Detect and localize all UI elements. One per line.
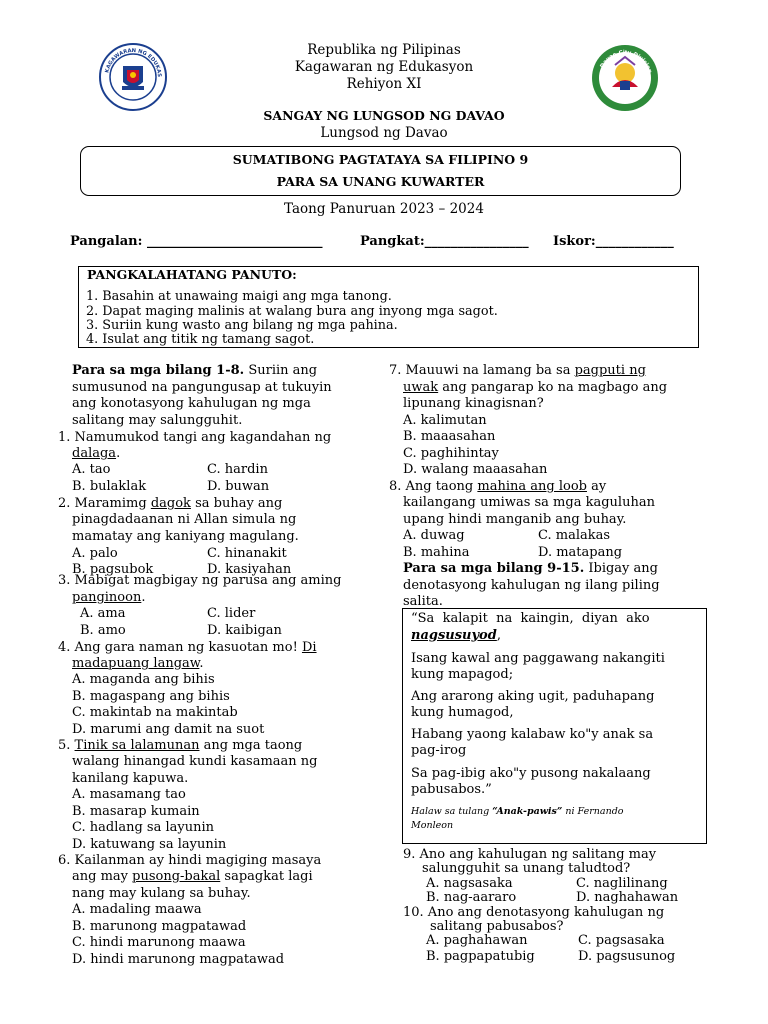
poem-credit-author: Monleon: [411, 820, 454, 831]
school-year: Taong Panuruan 2023 – 2024: [284, 201, 484, 217]
poem-line: pag-irog: [411, 743, 467, 758]
q5-option-a[interactable]: A. masamang tao: [72, 787, 186, 802]
q3-option-b[interactable]: B. amo: [80, 623, 126, 638]
directions-line: ang konotasyong kahulugan ng mga: [72, 396, 311, 411]
q7-option-c[interactable]: C. paghihintay: [403, 446, 499, 461]
header-city: Lungsod ng Davao: [320, 125, 448, 141]
poem-excerpt-box: [402, 608, 707, 844]
poem-line: Sa pag-ibig ako"y pusong nakalaang: [411, 766, 651, 781]
question-8-cont: kailangang umiwas sa mga kaguluhan: [403, 495, 655, 510]
q9-option-d[interactable]: D. naghahawan: [576, 890, 679, 905]
question-6-cont: ang may pusong-bakal sapagkat lagi: [72, 869, 313, 884]
deped-seal-logo: [98, 42, 168, 112]
q10-option-d[interactable]: D. pagsusunog: [578, 949, 676, 964]
question-9: 9. Ano ang kahulugan ng salitang may: [403, 847, 657, 862]
question-8-cont: upang hindi manganib ang buhay.: [403, 512, 627, 527]
q7-option-a[interactable]: A. kalimutan: [403, 413, 487, 428]
question-2-cont: pinagdadaanan ni Allan simula ng: [72, 512, 297, 527]
q3-option-a[interactable]: A. ama: [80, 606, 126, 621]
exam-subtitle: PARA SA UNANG KUWARTER: [276, 174, 485, 189]
name-field[interactable]: Pangalan: ___________________________: [70, 234, 323, 249]
question-5-cont: kanilang kapuwa.: [72, 771, 189, 786]
q10-option-c[interactable]: C. pagsasaka: [578, 933, 665, 948]
section-field[interactable]: Pangkat:________________: [360, 234, 529, 249]
q10-option-a[interactable]: A. paghahawan: [426, 933, 528, 948]
instructions-heading: PANGKALAHATANG PANUTO:: [87, 267, 297, 282]
q1-option-d[interactable]: D. buwan: [207, 479, 270, 494]
q4-option-c[interactable]: C. makintab na makintab: [72, 705, 238, 720]
question-5-cont: walang hinangad kundi kasamaan ng: [72, 754, 318, 769]
q6-option-c[interactable]: C. hindi marunong maawa: [72, 935, 246, 950]
question-10-cont: salitang pabusabos?: [430, 919, 564, 934]
q8-option-b[interactable]: B. mahina: [403, 545, 470, 560]
q2-option-b[interactable]: B. pagsubok: [72, 562, 154, 577]
q6-option-d[interactable]: D. hindi marunong magpatawad: [72, 952, 285, 967]
division-seal-text: Davao City Division: [599, 49, 653, 74]
question-8: 8. Ang taong mahina ang loob ay: [389, 479, 607, 494]
q4-option-b[interactable]: B. magaspang ang bihis: [72, 689, 230, 704]
question-4-cont: madapuang langaw.: [72, 656, 204, 671]
question-6-cont: nang may kulang sa buhay.: [72, 886, 251, 901]
poem-line: Habang yaong kalabaw ko"y anak sa: [411, 727, 654, 742]
q7-option-b[interactable]: B. maaasahan: [403, 429, 496, 444]
exam-title: SUMATIBONG PAGTATAYA SA FILIPINO 9: [232, 152, 529, 167]
header-region: Rehiyon XI: [346, 76, 422, 92]
directions-9-15: Para sa mga bilang 9-15. Ibigay ang: [403, 561, 658, 576]
q9-option-c[interactable]: C. naglilinang: [576, 876, 668, 891]
directions-line: sumusunod na pangungusap at tukuyin: [72, 380, 332, 395]
question-5: 5. Tinik sa lalamunan ang mga taong: [58, 738, 303, 753]
poem-line: pabusabos.”: [411, 782, 492, 797]
q9-option-b[interactable]: B. nag-aararo: [426, 890, 517, 905]
question-4: 4. Ang gara naman ng kasuotan mo! Di: [58, 640, 317, 655]
instruction-item: 2. Dapat maging malinis at walang bura ang inyong mga sagot.: [86, 303, 498, 319]
q1-option-c[interactable]: C. hardin: [207, 462, 268, 477]
instruction-item: 3. Suriin kung wasto ang bilang ng mga pahina.: [86, 318, 398, 333]
q4-option-d[interactable]: D. marumi ang damit na suot: [72, 722, 265, 737]
q7-option-d[interactable]: D. walang maaasahan: [403, 462, 548, 477]
directions-line: salita.: [403, 594, 443, 609]
q1-option-b[interactable]: B. bulaklak: [72, 479, 147, 494]
q3-option-c[interactable]: C. lider: [207, 606, 256, 621]
q5-option-b[interactable]: B. masarap kumain: [72, 804, 200, 819]
question-7-cont: uwak ang pangarap ko na magbago ang: [403, 380, 668, 395]
poem-line: “Sa kalapit na kaingin, diyan ako: [411, 611, 650, 626]
question-9-cont: salungguhit sa unang taludtod?: [422, 861, 631, 876]
q10-option-b[interactable]: B. pagpapatubig: [426, 949, 535, 964]
score-field[interactable]: Iskor:____________: [553, 234, 674, 249]
poem-line: kung mapagod;: [411, 667, 514, 682]
instructions-box: [78, 266, 699, 348]
q4-option-a[interactable]: A. maganda ang bihis: [72, 672, 215, 687]
q2-option-a[interactable]: A. palo: [72, 546, 118, 561]
directions-1-8: Para sa mga bilang 1-8. Suriin ang: [72, 363, 318, 378]
question-1: 1. Namumukod tangi ang kagandahan ng: [58, 430, 332, 445]
division-seal-logo: [590, 43, 660, 113]
header-department: Kagawaran ng Edukasyon: [294, 59, 474, 75]
q5-option-d[interactable]: D. katuwang sa layunin: [72, 837, 227, 852]
question-2-cont: mamatay ang kaniyang magulang.: [72, 529, 299, 544]
deped-seal-text: KAGAWARAN NG EDUKAS: [104, 47, 163, 78]
q1-option-a[interactable]: A. tao: [72, 462, 111, 477]
q6-option-a[interactable]: A. madaling maawa: [72, 902, 202, 917]
directions-line: denotasyong kahulugan ng ilang piling: [403, 578, 660, 593]
poem-line: Ang ararong aking ugit, paduhapang: [411, 689, 655, 704]
poem-line: kung humagod,: [411, 705, 514, 720]
q9-option-a[interactable]: A. nagsasaka: [426, 876, 513, 891]
question-2: 2. Maramimg dagok sa buhay ang: [58, 496, 283, 511]
q8-option-a[interactable]: A. duwag: [403, 528, 465, 543]
exam-title-box: [80, 146, 681, 196]
question-7: 7. Mauuwi na lamang ba sa pagputi ng: [389, 363, 646, 378]
header-republic: Republika ng Pilipinas: [307, 42, 461, 58]
header-division: SANGAY NG LUNGSOD NG DAVAO: [263, 108, 505, 123]
instruction-item: 4. Isulat ang titik ng tamang sagot.: [86, 332, 315, 347]
instruction-item: 1. Basahin at unawaing maigi ang mga tanong.: [86, 289, 392, 304]
q8-option-c[interactable]: C. malakas: [538, 528, 611, 543]
q2-option-d[interactable]: D. kasiyahan: [207, 562, 292, 577]
q3-option-d[interactable]: D. kaibigan: [207, 623, 282, 638]
question-7-cont: lipunang kinagisnan?: [403, 396, 544, 411]
q5-option-c[interactable]: C. hadlang sa layunin: [72, 820, 215, 835]
question-10: 10. Ano ang denotasyong kahulugan ng: [403, 905, 665, 920]
question-3-cont: panginoon.: [72, 590, 146, 605]
poem-credit: Halaw sa tulang “Anak-pawis” ni Fernando: [411, 806, 624, 817]
question-6: 6. Kailanman ay hindi magiging masaya: [58, 853, 322, 868]
q8-option-d[interactable]: D. matapang: [538, 545, 623, 560]
directions-line: salitang may salungguhit.: [72, 413, 243, 428]
q2-option-c[interactable]: C. hinanakit: [207, 546, 287, 561]
poem-line: Isang kawal ang paggawang nakangiti: [411, 651, 665, 666]
poem-line: nagsusuyod,: [411, 628, 501, 643]
question-3: 3. Mabigat magbigay ng parusa ang aming: [58, 573, 342, 588]
q6-option-b[interactable]: B. marunong magpatawad: [72, 919, 247, 934]
question-1-cont: dalaga.: [72, 446, 121, 461]
